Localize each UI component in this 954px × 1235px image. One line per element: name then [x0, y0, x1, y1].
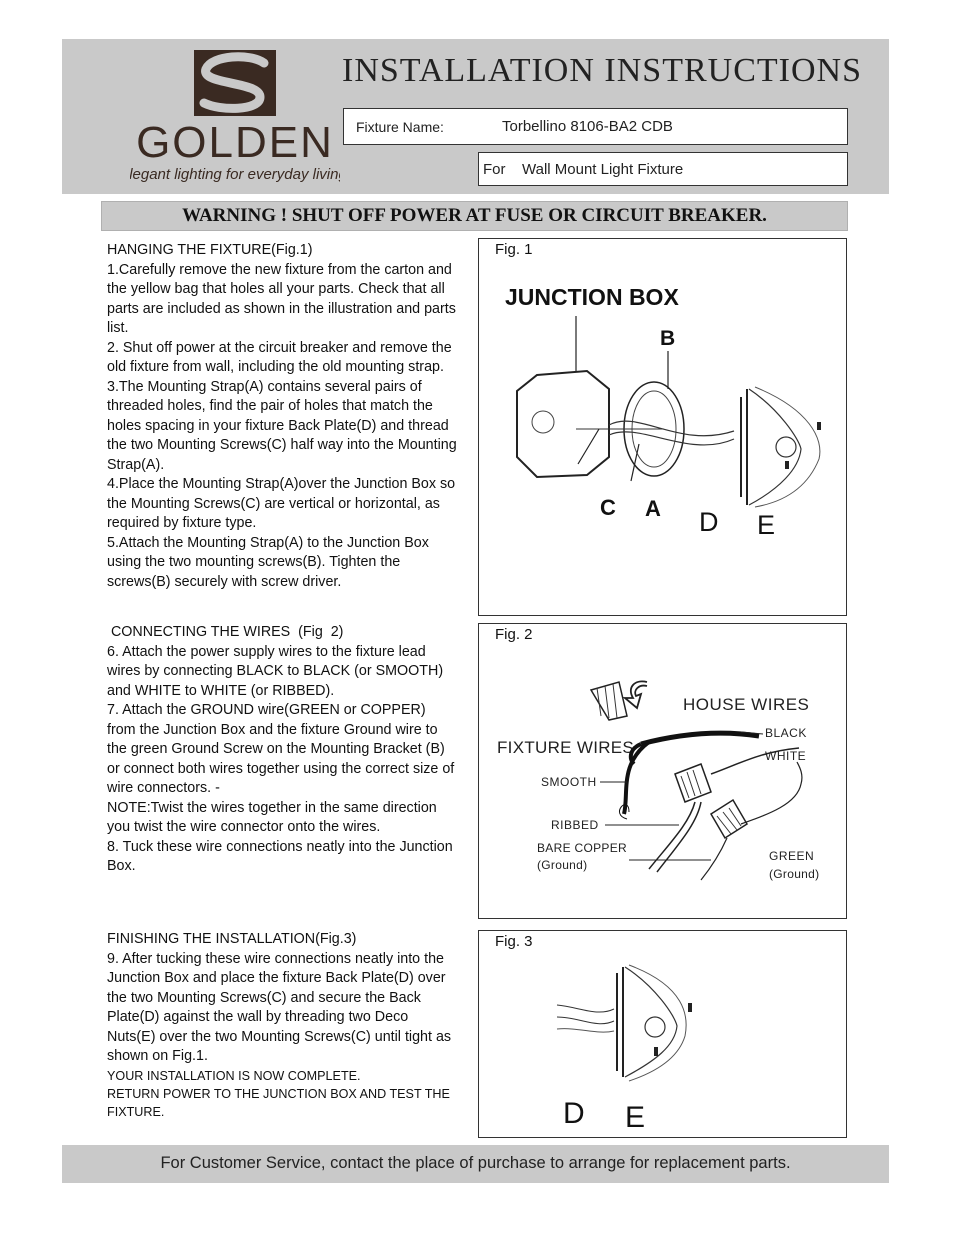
bulb-icon — [776, 437, 796, 457]
hanging-heading: HANGING THE FIXTURE(Fig.1) — [107, 242, 313, 258]
step-8: 8. Tuck these wire connections neatly into the Junction Box. — [107, 838, 453, 874]
step-9: 9. After tucking these wire connections neatly into the Junction Box and place the fixture Back Plate(D) over the two Mounting Screws(C) and secure the Back Plate(D) against the wall by threading two Deco Nuts(E) over the two Mounting Screws(C) until tight as shown on Fig.1. — [107, 950, 452, 1064]
golden-s-logo-icon — [130, 45, 340, 193]
fixture-type-field — [478, 152, 848, 186]
green-label: GREEN — [769, 849, 815, 863]
label-d: D — [563, 1097, 585, 1130]
label-b: B — [660, 327, 676, 350]
ribbed-label: RIBBED — [551, 818, 599, 832]
figure-2 — [478, 623, 847, 919]
fig2-diagram — [479, 624, 845, 917]
black-house-wire — [641, 733, 759, 744]
step-5: 5.Attach the Mounting Strap(A) to the Junction Box using the two mounting screws(B). Tighten the screws(B) securely with screw driver. — [107, 534, 429, 590]
fixture-type-value: Wall Mount Light Fixture — [522, 161, 684, 178]
label-e: E — [757, 510, 776, 540]
step-1: 1.Carefully remove the new fixture from the carton and the yellow bag that holes all your parts. Check that all parts are included as shown in the illustration and parts list. — [107, 261, 456, 336]
complete-notice: YOUR INSTALLATION IS NOW COMPLETE. — [107, 1068, 361, 1083]
green-ground-wire — [741, 762, 802, 824]
fig2-label: Fig. 2 — [495, 626, 533, 643]
warning-banner: WARNING ! SHUT OFF POWER AT FUSE OR CIRCUIT BREAKER. — [101, 201, 848, 231]
wires-heading: CONNECTING THE WIRES (Fig 2) — [107, 624, 344, 640]
step-4: 4.Place the Mounting Strap(A)over the Junction Box so the Mounting Screws(C) are vertical or horizontal, as required by fixture type. — [107, 476, 456, 531]
brand-name: GOLDEN — [136, 118, 334, 167]
customer-service-footer: For Customer Service, contact the place of purchase to arrange for replacement parts. — [62, 1145, 889, 1183]
ribbed-fixture-wire — [649, 802, 695, 869]
junction-knockout — [532, 411, 554, 433]
wire — [557, 1017, 614, 1024]
finishing-heading: FINISHING THE INSTALLATION(Fig.3) — [107, 931, 357, 947]
deco-nut-icon — [785, 461, 789, 469]
wire-nut-icon — [675, 764, 711, 802]
wire — [557, 1005, 614, 1012]
shade-outline — [629, 965, 686, 1081]
shade-outline — [755, 387, 820, 507]
note: NOTE:Twist the wires together in the same direction you twist the wire connector onto the wires. — [107, 799, 437, 835]
step-2: 2. Shut off power at the circuit breaker and remove the old fixture from wall, including the old mounting strap. — [107, 339, 452, 375]
house-wires-label: HOUSE WIRES — [683, 695, 810, 714]
label-a: A — [645, 496, 661, 521]
black-label: BLACK — [765, 726, 807, 740]
bare-copper-label: BARE COPPER — [537, 841, 627, 855]
shade-outline — [749, 389, 801, 505]
finishing-section — [107, 930, 457, 1121]
hanging-section — [107, 241, 457, 592]
figure-3 — [478, 930, 847, 1138]
fig3-label: Fig. 3 — [495, 933, 533, 950]
step-6: 6. Attach the power supply wires to the fixture lead wires by connecting BLACK to BLACK (or SMOOTH) and WHITE to WHITE (or RIBBED). — [107, 643, 444, 699]
copper-ground-wire — [701, 838, 727, 880]
ribbed-fixture-wire — [657, 802, 701, 872]
rotate-arrow-icon — [625, 681, 647, 708]
junction-box-title: JUNCTION BOX — [505, 284, 679, 310]
bulb-icon — [645, 1017, 665, 1037]
wire — [609, 432, 734, 445]
return-power-notice: RETURN POWER TO THE JUNCTION BOX AND TEST THE FIXTURE. — [107, 1086, 450, 1119]
label-c: C — [600, 495, 616, 520]
bare-copper-ground-label: (Ground) — [537, 858, 588, 872]
wire — [557, 1029, 614, 1032]
deco-nut-icon — [688, 1003, 692, 1012]
step-3: 3.The Mounting Strap(A) contains several pairs of threaded holes, find the pair of holes that match the holes spacing in your fixture Back Plate(D) and thread the two Mounting Screws(C) half way into the Mounting Strap(A). — [107, 378, 457, 473]
green-ground-label: (Ground) — [769, 867, 820, 881]
fixture-name-field — [343, 108, 848, 145]
for-label: For — [483, 161, 506, 178]
junction-box-octagon — [517, 371, 609, 477]
wire — [609, 421, 734, 436]
fixture-name-value: Torbellino 8106-BA2 CDB — [502, 118, 673, 135]
fig1-label: Fig. 1 — [495, 241, 533, 258]
white-label: WHITE — [765, 749, 807, 763]
shade-outline — [625, 967, 677, 1077]
deco-nut-icon — [654, 1047, 658, 1056]
fixture-wires-label: FIXTURE WIRES — [497, 738, 635, 757]
label-d: D — [699, 507, 719, 537]
wires-section — [107, 623, 457, 877]
step-7: 7. Attach the GROUND wire(GREEN or COPPER) from the Junction Box and the fixture Ground wire to the green Ground Screw on the Mounting Bracket (B) or connect both wires together using the correct size of wire connectors. - — [107, 702, 455, 796]
document-title: INSTALLATION INSTRUCTIONS — [342, 52, 862, 89]
label-e: E — [625, 1101, 646, 1134]
fig3-diagram — [479, 931, 845, 1136]
leader-line — [578, 429, 599, 464]
brand-tagline: Elegant lighting for everyday living — [130, 166, 340, 183]
fig1-diagram — [479, 239, 845, 614]
figure-1 — [478, 238, 847, 616]
fixture-name-label: Fixture Name: — [356, 119, 444, 135]
smooth-label: SMOOTH — [541, 775, 597, 789]
golden-logo — [130, 45, 340, 193]
deco-nut-icon — [817, 422, 821, 430]
